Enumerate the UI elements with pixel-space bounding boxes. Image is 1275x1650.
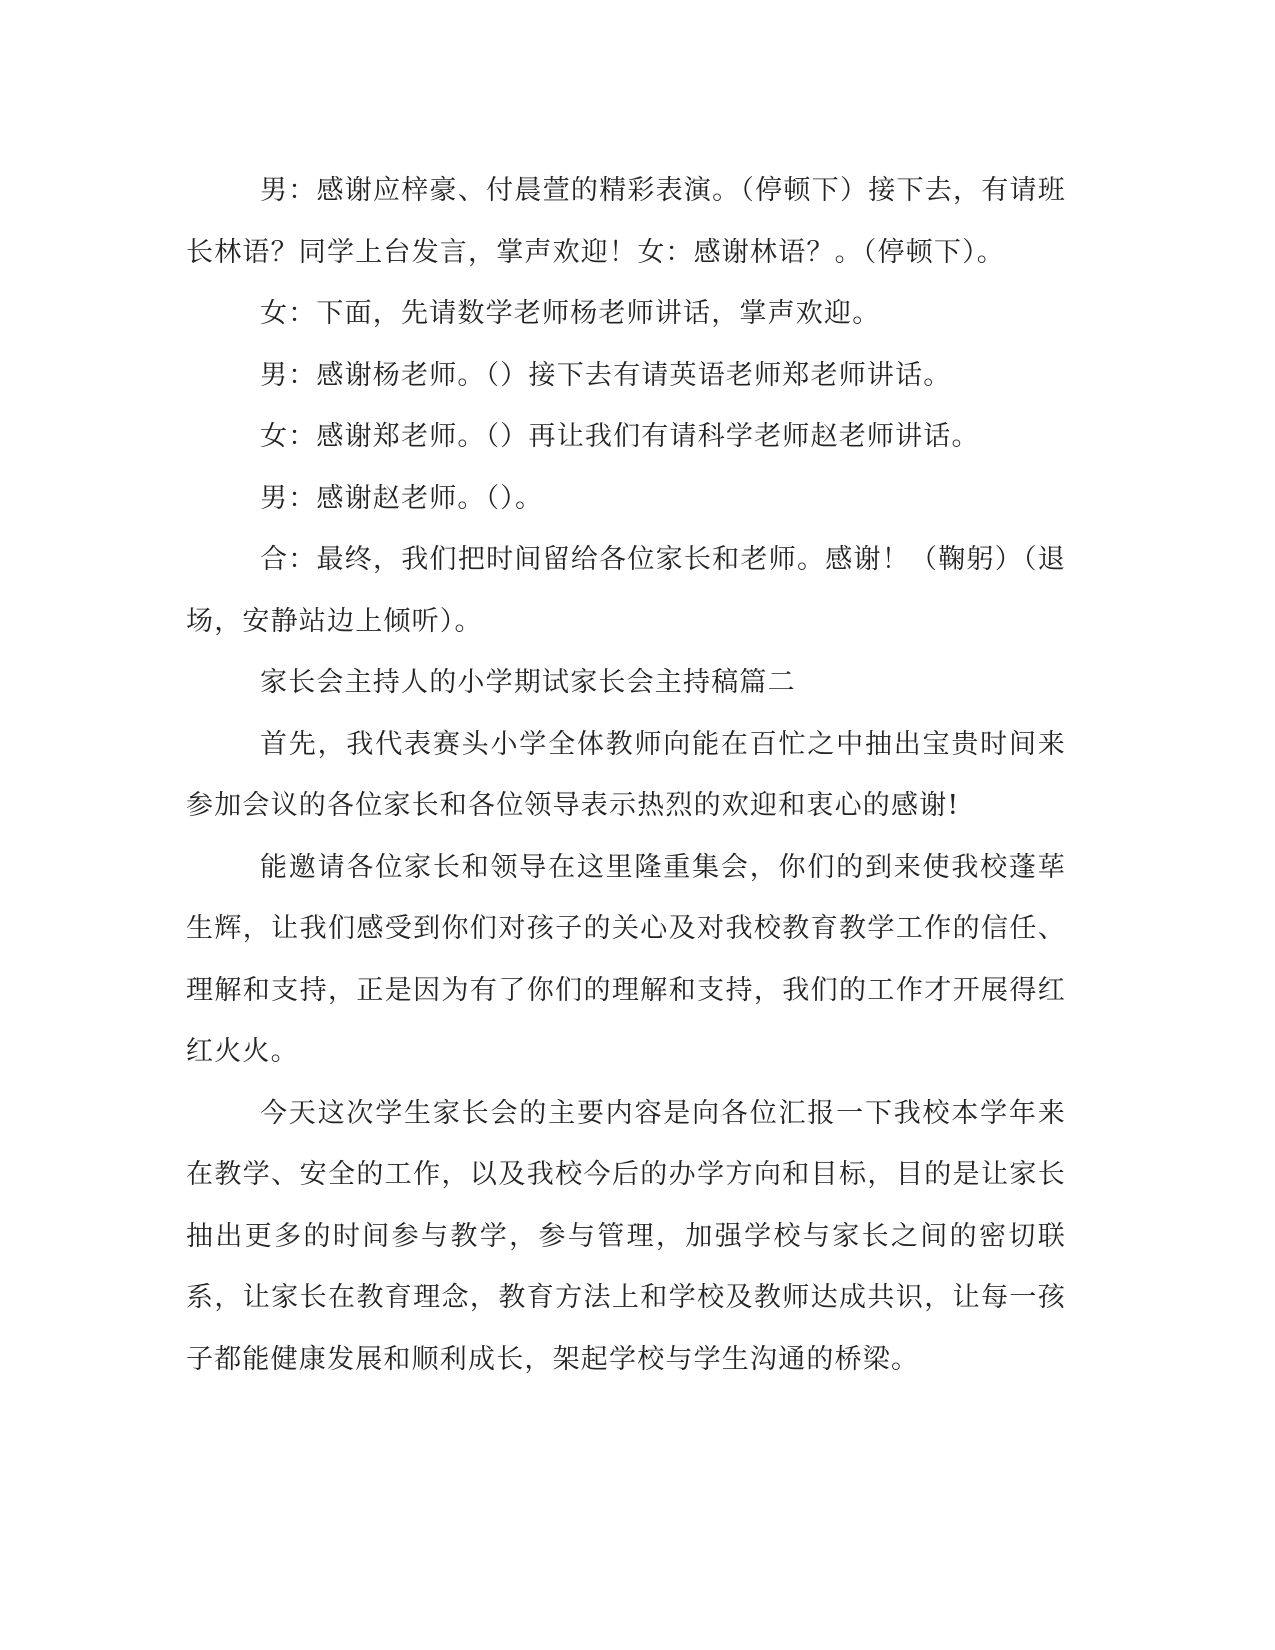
body-paragraph: 能邀请各位家长和领导在这里隆重集会，你们的到来使我校蓬荜生辉，让我们感受到你们对孩子的关心及对我校教育教学工作的信任、理解和支持，正是因为有了你们的理解和支持，我们的工作才开展得红红火火。 [186,851,1066,1067]
document-body [186,160,1066,1390]
dialogue-paragraph: 女：下面，先请数学老师杨老师讲话，掌声欢迎。 [260,298,881,329]
body-paragraph: 今天这次学生家长会的主要内容是向各位汇报一下我校本学年来在教学、安全的工作，以及我校今后的办学方向和目标，目的是让家长抽出更多的时间参与教学，参与管理，加强学校与家长之间的密切联系，让家长在教育理念，教育方法上和学校及教师达成共识，让每一孩子都能健康发展和顺利成长，架起学校与学生沟通的桥梁。 [186,1097,1066,1375]
dialogue-paragraph: 女：感谢郑老师。（）再让我们有请科学老师赵老师讲话。 [260,421,980,452]
dialogue-paragraph: 男：感谢应梓豪、付晨萱的精彩表演。（停顿下）接下去，有请班长林语？同学上台发言，掌声欢迎！女：感谢林语？。（停顿下）。 [186,175,1066,268]
dialogue-paragraph: 男：感谢杨老师。（）接下去有请英语老师郑老师讲话。 [260,359,952,391]
dialogue-paragraph: 合：最终，我们把时间留给各位家长和老师。感谢！（鞠躬）（退场，安静站边上倾听）。 [186,544,1066,637]
body-paragraph: 首先，我代表赛头小学全体教师向能在百忙之中抽出宝贵时间来参加会议的各位家长和各位领导表示热烈的欢迎和衷心的感谢! [186,728,1066,821]
section-heading: 家长会主持人的小学期试家长会主持稿篇二 [260,667,796,698]
dialogue-paragraph: 男：感谢赵老师。（）。 [260,482,544,514]
